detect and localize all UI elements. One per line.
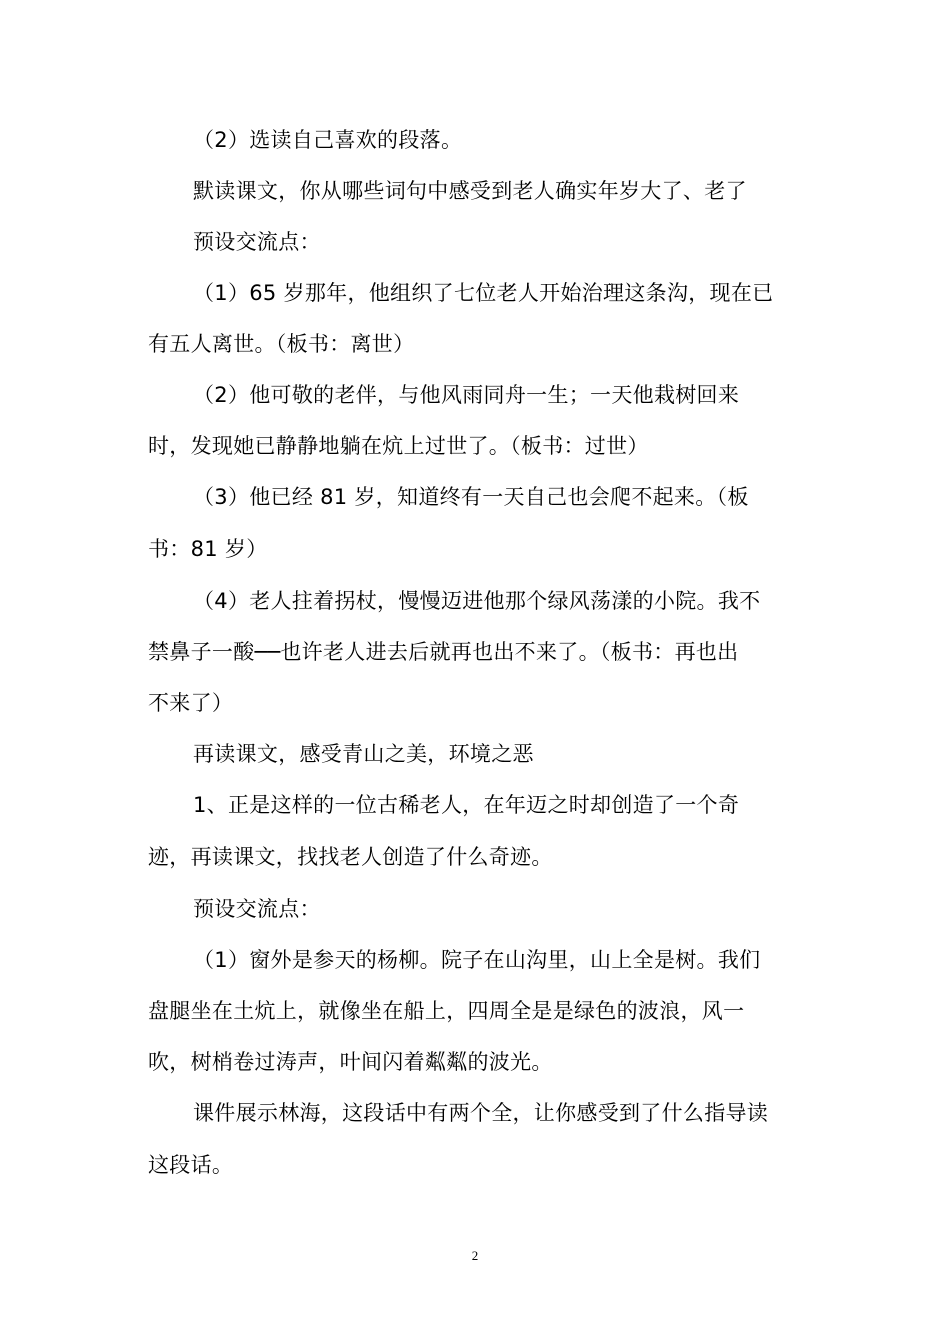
text-line-14: 1、正是这样的一位古稀老人，在年迈之时却创造了一个奇 <box>193 793 740 817</box>
text-line-1: （2）选读自己喜欢的段落。 <box>193 128 463 152</box>
text-line-15: 迹，再读课文，找找老人创造了什么奇迹。 <box>148 845 553 869</box>
text-line-17: （1）窗外是参天的杨柳。院子在山沟里，山上全是树。我们 <box>193 948 761 972</box>
text-line-21: 这段话。 <box>148 1153 234 1177</box>
text-line-18: 盘腿坐在土炕上，就像坐在船上，四周全是是绿色的波浪，风一 <box>148 999 745 1023</box>
text-line-11: 禁鼻子一酸──也许老人进去后就再也出不来了。（板书：再也出 <box>148 640 739 664</box>
text-line-12: 不来了） <box>148 691 234 715</box>
text-line-7: 时，发现她已静静地躺在炕上过世了。（板书：过世） <box>148 434 649 458</box>
text-line-8: （3）他已经 81 岁，知道终有一天自己也会爬不起来。（板 <box>193 485 749 509</box>
text-line-16: 预设交流点： <box>193 897 321 921</box>
text-line-10: （4）老人拄着拐杖，慢慢迈进他那个绿风荡漾的小院。我不 <box>193 589 761 613</box>
text-line-5: 有五人离世。（板书：离世） <box>148 332 415 356</box>
text-line-3: 预设交流点： <box>193 230 321 254</box>
text-line-9: 书：81 岁） <box>148 537 268 561</box>
text-line-20: 课件展示林海，这段话中有两个全，让你感受到了什么指导读 <box>193 1101 769 1125</box>
text-line-2: 默读课文，你从哪些词句中感受到老人确实年岁大了、老了 <box>193 179 747 203</box>
text-line-6: （2）他可敬的老伴，与他风雨同舟一生；一天他栽树回来 <box>193 383 740 407</box>
text-line-13: 再读课文，感受青山之美，环境之恶 <box>193 742 534 766</box>
page-number: 2 <box>471 1248 479 1263</box>
text-line-19: 吹，树梢卷过涛声，叶间闪着粼粼的波光。 <box>148 1050 553 1074</box>
text-line-4: （1）65 岁那年，他组织了七位老人开始治理这条沟，现在已 <box>193 281 774 305</box>
